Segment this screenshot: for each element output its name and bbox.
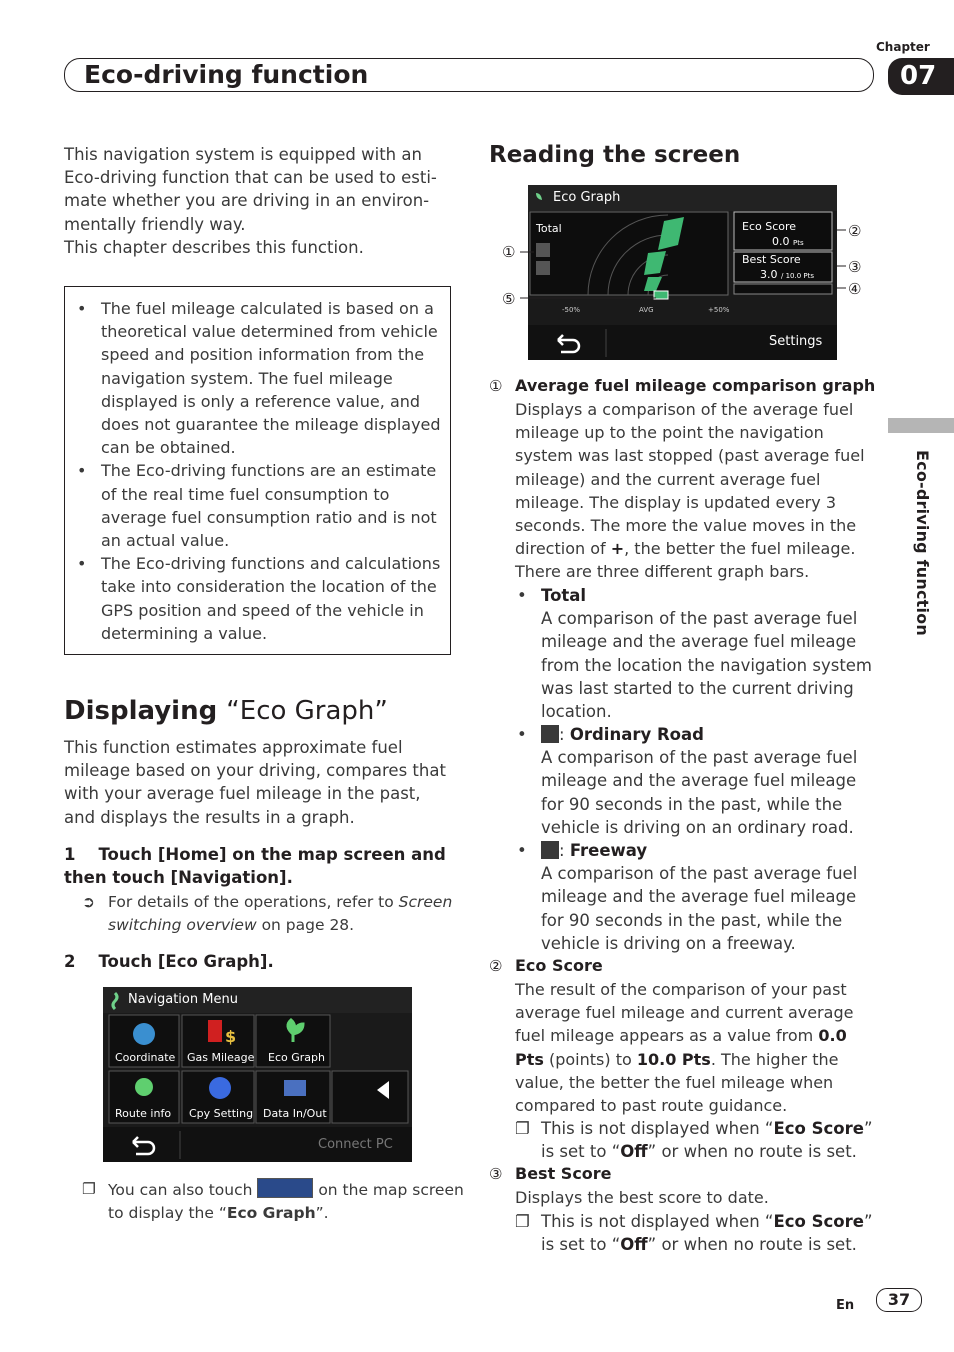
item-2-note (515, 1117, 875, 1163)
best-score-number: 3.0 (760, 268, 778, 281)
step-text: Touch [Eco Graph]. (98, 952, 274, 971)
intro-line: Eco-driving function that can be used to esti- (64, 168, 437, 188)
tip-text: on the map screen to display the “ (108, 1181, 464, 1222)
callout-2: ② (848, 222, 862, 240)
note-bold: Eco Score (773, 1212, 864, 1231)
note-item: • The Eco-driving functions and calculations take into consideration the location of the GPS position and speed of the vehicle in determining a value. (77, 552, 441, 645)
eco-graph-screenshot (528, 185, 837, 360)
item-2-body (515, 978, 877, 1117)
callout-3: ③ (848, 258, 862, 276)
bar-freeway-text: A comparison of the past average fuel mileage and the average fuel mileage for 90 seconds in the past, while the vehicle is driving on a freeway. (541, 864, 858, 953)
bar-freeway-title: Freeway (569, 841, 648, 860)
chapter-number-badge: 07 (888, 58, 954, 95)
step-1-note (82, 891, 478, 937)
item-3-note (515, 1210, 875, 1256)
menu-item-gas-mileage[interactable]: Gas Mileage (187, 1051, 255, 1064)
note-text: For details of the operations, refer to (108, 893, 399, 911)
bar-prefix: : (559, 841, 570, 860)
note-item: • The fuel mileage calculated is based on a theoretical value determined from vehicle speed and position information from the navigation system. The fuel mileage displayed is only a reference value, and does not guarantee the mileage displayed can be obtained. (77, 297, 441, 459)
intro-line: mate whether you are driving in an environ- (64, 191, 430, 211)
note-text: on page 28. (256, 916, 355, 934)
section-heading-reading: Reading the screen (489, 142, 741, 168)
note-text: ” is set to “ (541, 1212, 873, 1255)
eco-score-number: 0.0 (772, 235, 790, 248)
item-3-body: Displays the best score to date. (515, 1188, 769, 1207)
nav-menu-title: Navigation Menu (128, 992, 238, 1007)
callout-4: ④ (848, 280, 862, 298)
tip-text: You can also touch (108, 1181, 253, 1199)
settings-button[interactable]: Settings (769, 334, 823, 349)
eco-score-unit: Pts (793, 239, 804, 247)
language-label: En (836, 1298, 855, 1313)
eco-screen-title: Eco Graph (553, 190, 621, 205)
checkbox-bullet-icon: ❐ (82, 1180, 96, 1198)
notes-box (64, 286, 451, 655)
bar-ordinary-road (515, 723, 875, 839)
note-text: ” or when no route is set. (647, 1235, 857, 1255)
intro-line: This chapter describes this function. (64, 237, 364, 257)
page-number: 37 (876, 1288, 922, 1312)
bar-total-text: A comparison of the past average fuel mileage and the average fuel mileage from the location the navigation system was last started to the current driving location. (541, 609, 873, 722)
navigation-menu-screenshot (103, 987, 412, 1162)
note-bold: Off (620, 1235, 648, 1255)
item-3-number: ③ (489, 1165, 503, 1183)
side-tab-marker (888, 418, 954, 433)
item-1-number: ① (489, 377, 503, 395)
menu-item-coordinate[interactable]: Coordinate (115, 1051, 176, 1064)
item-1-body-text: Displays a comparison of the average fuel mileage up to the point the navigation system was last stopped (past average fuel mileage) and the current average fuel mileage. The display is updated every 3 seconds. The more the value moves in the direction of (515, 400, 865, 559)
heading-bold: Displaying (64, 696, 218, 726)
best-score-label: Best Score (742, 253, 801, 266)
intro-line: This navigation system is equipped with an (64, 145, 422, 164)
item-2-text: (points) to (543, 1049, 637, 1069)
section-heading-displaying (64, 696, 388, 726)
ordinary-road-icon (541, 725, 559, 743)
side-section-label: Eco-driving function (913, 450, 932, 636)
callout-5: ⑤ (502, 290, 516, 308)
note-text: ” or when no route is set. (647, 1142, 857, 1162)
bar-total-title: Total (541, 586, 587, 605)
menu-item-route-info[interactable]: Route info (115, 1107, 172, 1120)
checkbox-bullet-icon: ❐ (515, 1119, 530, 1138)
note-bold: Off (620, 1142, 648, 1162)
bar-ordinary-road-title: Ordinary Road (569, 725, 704, 744)
step-number: 1 (64, 845, 76, 864)
note-text: This is not displayed when “ (541, 1212, 774, 1231)
item-2-text: The result of the comparison of your past average fuel mileage and current average fuel mileage appears as a value from (515, 980, 854, 1046)
freeway-icon (541, 841, 559, 859)
note-bold: Eco Score (773, 1119, 864, 1138)
connect-pc-button[interactable]: Connect PC (318, 1137, 393, 1152)
menu-item-eco-graph[interactable]: Eco Graph (268, 1051, 325, 1064)
bar-prefix: : (559, 725, 570, 744)
axis-label-minus: -50% (562, 306, 581, 314)
heading-quoted: “Eco Graph” (226, 696, 388, 726)
checkbox-bullet-icon: ❐ (515, 1212, 530, 1231)
bullet-dot: • (517, 725, 527, 744)
bar-ordinary-road-text: A comparison of the past average fuel mileage and the average fuel mileage for 90 seconds in the past, while the vehicle is driving on an ordinary road. (541, 748, 858, 837)
eco-score-label: Eco Score (742, 220, 797, 233)
axis-label-avg: AVG (639, 306, 654, 314)
item-2-min: 0.0 Pts (515, 1026, 847, 1069)
svg-text:$: $ (225, 1027, 237, 1046)
arrow-icon: ➲ (82, 893, 95, 911)
menu-item-data-in-out[interactable]: Data In/Out (263, 1107, 327, 1120)
bar-freeway (515, 839, 875, 955)
axis-label-plus: +50% (708, 306, 730, 314)
item-2-number: ② (489, 957, 503, 975)
bullet-dot: • (517, 841, 527, 860)
item-3-title: Best Score (515, 1164, 612, 1183)
step-1 (64, 843, 454, 889)
tip-eco-graph-shortcut (82, 1178, 478, 1225)
callout-1: ① (502, 243, 516, 261)
step-number: 2 (64, 952, 76, 971)
note-text: This is not displayed when “ (541, 1119, 774, 1138)
menu-item-cpy-setting[interactable]: Cpy Setting (189, 1107, 254, 1120)
intro-line: mentally friendly way. (64, 214, 246, 234)
cross-reference-link: Screen switching overview (108, 893, 453, 934)
best-score-unit: / 10.0 Pts (781, 272, 815, 280)
eco-score-value (772, 235, 804, 248)
bullet-dot: • (517, 586, 527, 605)
note-item: • The Eco-driving functions are an estimate of the real time fuel consumption to average fuel consumption ratio and is not an actual value. (77, 459, 441, 552)
item-2-max: 10.0 Pts (636, 1049, 711, 1069)
step-2 (64, 952, 274, 971)
best-score-value (760, 268, 814, 281)
item-2-text: . The higher the value, the better the fuel mileage when compared to past route guidance. (515, 1049, 839, 1116)
bar-total (515, 584, 875, 723)
tip-text: ”. (315, 1204, 329, 1222)
step-text: Touch [Home] on the map screen and then touch [Navigation]. (64, 845, 446, 887)
chapter-label: Chapter (876, 40, 930, 54)
plus-sign: + (610, 539, 625, 559)
item-1-body-end: , the better the fuel mileage. (624, 539, 856, 559)
intro-paragraph (64, 143, 454, 259)
graph-label-total: Total (536, 222, 562, 235)
note-text: ” is set to “ (541, 1119, 873, 1162)
chapter-title: Eco-driving function (84, 60, 369, 89)
tip-bold: Eco Graph (226, 1204, 316, 1222)
eco-graph-shortcut-icon (257, 1178, 313, 1198)
item-1-extra: There are three different graph bars. (515, 562, 810, 582)
display-description: This function estimates approximate fuel mileage based on your driving, compares that with your average fuel mileage in the past, and displays the results in a graph. (64, 738, 446, 827)
item-1-title: Average fuel mileage comparison graph (515, 376, 876, 395)
item-2-title: Eco Score (515, 956, 603, 975)
item-1-body (515, 398, 877, 584)
